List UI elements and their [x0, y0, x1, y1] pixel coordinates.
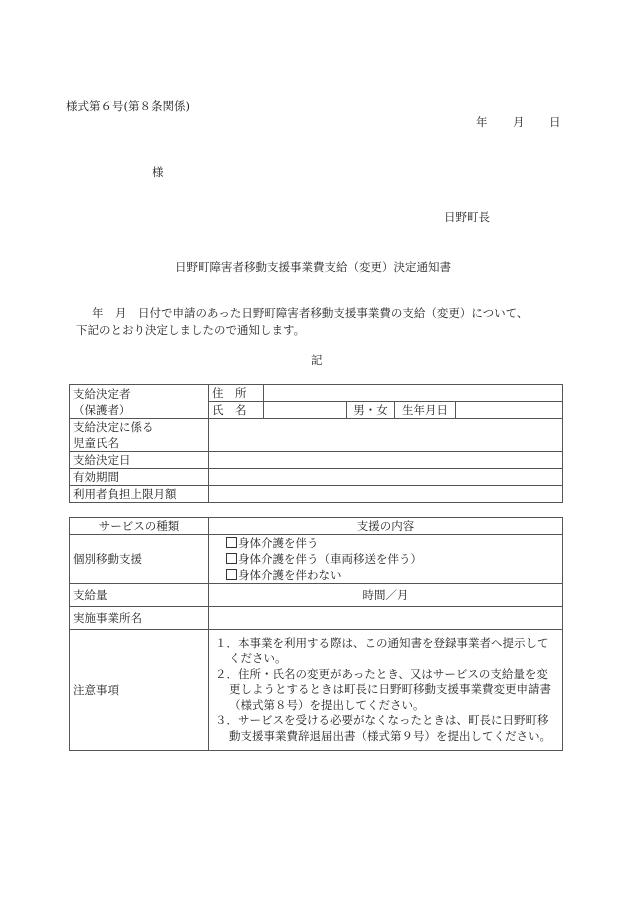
issuer: 日野町長 — [444, 210, 490, 224]
child-value — [209, 419, 563, 452]
service-table — [69, 517, 563, 751]
addressee-suffix: 様 — [152, 165, 164, 179]
notes-label: 注意事項 — [70, 630, 209, 751]
notes — [209, 630, 563, 751]
decision-table — [69, 384, 563, 503]
amount-unit: 時間／月 — [209, 584, 563, 607]
address-label: 住 所 — [209, 385, 264, 402]
decision-date-label: 支給決定日 — [70, 452, 209, 469]
checkbox-icon — [226, 537, 237, 548]
document-title: 日野町障害者移動支援事業費支給（変更）決定通知書 — [175, 260, 451, 274]
child-label: 支給決定に係る 児童氏名 — [70, 419, 209, 452]
provider-label: 実施事業所名 — [70, 607, 209, 630]
sex-field: 男・女 — [347, 402, 395, 419]
option-2: 身体介護を伴う（車両移送を伴う） — [226, 551, 559, 567]
validity-value — [209, 469, 563, 486]
amount-label: 支給量 — [70, 584, 209, 607]
dob-value — [456, 402, 563, 419]
validity-label: 有効期間 — [70, 469, 209, 486]
note-1: １．本事業を利用する際は、この通知書を登録事業者へ提示してください。 — [215, 635, 549, 666]
cap-value — [209, 486, 563, 503]
service-name: 個別移動支援 — [70, 535, 209, 584]
address-value — [264, 385, 563, 402]
date-month: 月 — [513, 115, 525, 129]
decision-date-value — [209, 452, 563, 469]
name-value — [264, 402, 347, 419]
dob-label: 生年月日 — [395, 402, 456, 419]
guardian-label: 支給決定者 （保護者） — [70, 385, 209, 419]
form-number: 様式第６号(第８条関係) — [66, 99, 190, 113]
provider-value — [209, 607, 563, 630]
checkbox-icon — [226, 553, 237, 564]
cap-label: 利用者負担上限月額 — [70, 486, 209, 503]
note-2: ２．住所・氏名の変更があったとき、又はサービスの支給量を変更しようとするときは町長に日野町移動支援事業費変更申請書（様式第８号）を提出してください。 — [215, 666, 551, 712]
date-year: 年 — [476, 115, 488, 129]
service-options — [209, 535, 563, 584]
service-header: サービスの種類 — [70, 518, 209, 535]
name-label: 氏 名 — [209, 402, 264, 419]
option-1: 身体介護を伴う — [226, 535, 559, 551]
checkbox-icon — [226, 569, 237, 580]
option-3: 身体介護を伴わない — [226, 567, 559, 583]
ki-mark: 記 — [311, 353, 323, 367]
date-day: 日 — [549, 115, 561, 129]
body-line-1: 年 月 日付で申請のあった日野町障害者移動支援事業費の支給（変更）について、 — [92, 306, 529, 320]
note-3: ３．サービスを受ける必要がなくなったときは、町長に日野町移動支援事業費辞退届出書（様式第９号）を提出してください。 — [215, 713, 551, 743]
content-header: 支援の内容 — [209, 518, 563, 535]
body-line-2: 下記のとおり決定しましたので通知します。 — [76, 323, 306, 337]
